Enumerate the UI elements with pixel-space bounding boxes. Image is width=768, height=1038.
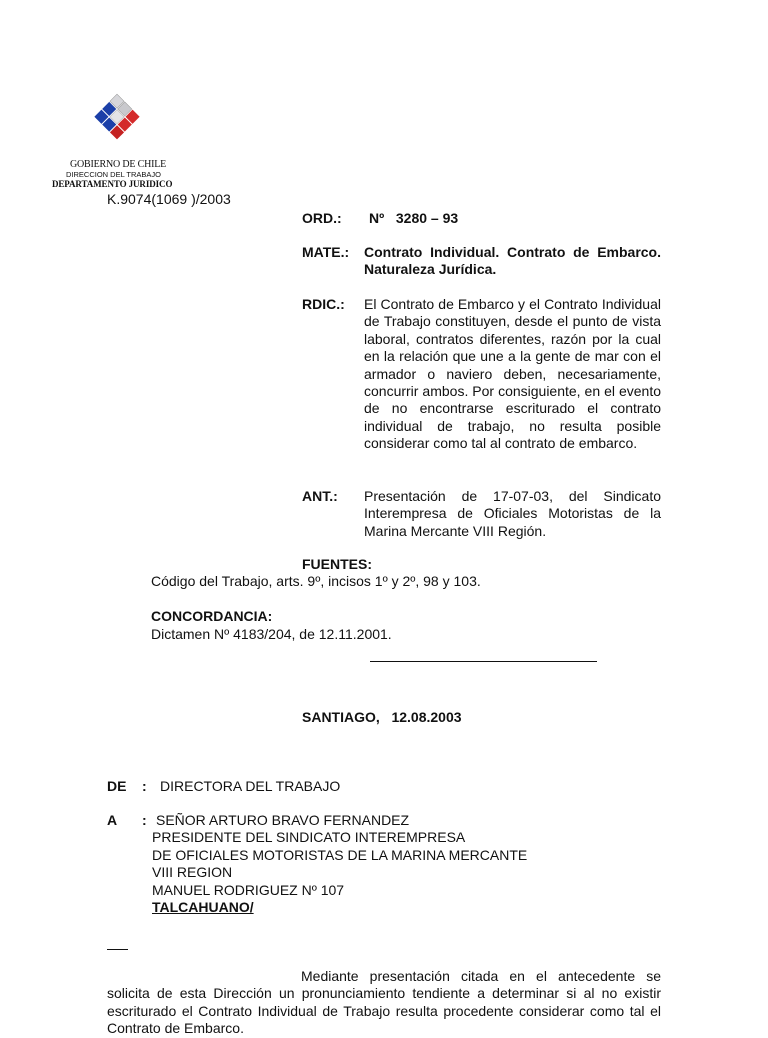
place-date: SANTIAGO, 12.08.2003 bbox=[302, 709, 462, 725]
ant-label: ANT.: bbox=[302, 488, 338, 504]
ord-value: Nº 3280 – 93 bbox=[369, 210, 459, 226]
ant-text: Presentación de 17-07-03, del Sindicato Interempresa de Oficiales Motoristas de la Marina Mercante VIII Región. bbox=[364, 488, 661, 539]
recipient-line-2: PRESIDENTE DEL SINDICATO INTEREMPRESA bbox=[152, 829, 466, 845]
ord-label: ORD.: bbox=[302, 210, 342, 226]
de-label: DE bbox=[107, 778, 127, 794]
body-paragraph: Mediante presentación citada en el antecedente se solicita de esta Dirección un pronunciamiento tendiente a determinar si al no existir escriturado el Contrato Individual de Trabajo resulta procedente considerar como tal el Contrato de Embarco. bbox=[107, 968, 661, 1037]
org-line-1: GOBIERNO DE CHILE bbox=[70, 159, 167, 170]
gobierno-de-chile-logo-icon bbox=[82, 90, 152, 152]
mate-label: MATE.: bbox=[302, 244, 350, 260]
de-colon: : bbox=[142, 778, 147, 794]
recipient-line-1: SEÑOR ARTURO BRAVO FERNANDEZ bbox=[156, 812, 410, 828]
short-separator bbox=[107, 949, 128, 950]
recipient-line-3: DE OFICIALES MOTORISTAS DE LA MARINA MERCANTE bbox=[152, 847, 528, 863]
reference-number: K.9074(1069 )/2003 bbox=[107, 191, 231, 207]
a-label: A bbox=[107, 812, 118, 828]
de-value: DIRECTORA DEL TRABAJO bbox=[160, 778, 341, 794]
recipient-city: TALCAHUANO/ bbox=[152, 899, 254, 915]
separator-line bbox=[370, 661, 597, 662]
fuentes-label: FUENTES: bbox=[302, 556, 372, 572]
concordancia-label: CONCORDANCIA: bbox=[151, 608, 273, 624]
rdic-label: RDIC.: bbox=[302, 296, 345, 312]
recipient-line-4: VIII REGION bbox=[152, 864, 233, 880]
concordancia-text: Dictamen Nº 4183/204, de 12.11.2001. bbox=[151, 626, 392, 642]
org-line-2: DIRECCION DEL TRABAJO bbox=[66, 170, 162, 179]
mate-text: Contrato Individual. Contrato de Embarco. Naturaleza Jurídica. bbox=[364, 244, 661, 278]
fuentes-text: Código del Trabajo, arts. 9º, incisos 1º y 2º, 98 y 103. bbox=[151, 573, 481, 589]
a-colon: : bbox=[142, 812, 147, 828]
recipient-line-5: MANUEL RODRIGUEZ Nº 107 bbox=[152, 882, 345, 898]
org-line-3: DEPARTAMENTO JURIDICO bbox=[52, 179, 173, 189]
rdic-text: El Contrato de Embarco y el Contrato Individual de Trabajo constituyen, desde el punto de vista laboral, contratos diferentes, razón por la cual en la relación que une a la gente de mar con el armador o naviero deben, necesariamente, concurrir ambos. Por consiguiente, en el evento de no encontrarse escriturado el contrato individual de trabajo, no resulta posible considerar como tal al contrato de embarco. bbox=[364, 296, 661, 452]
